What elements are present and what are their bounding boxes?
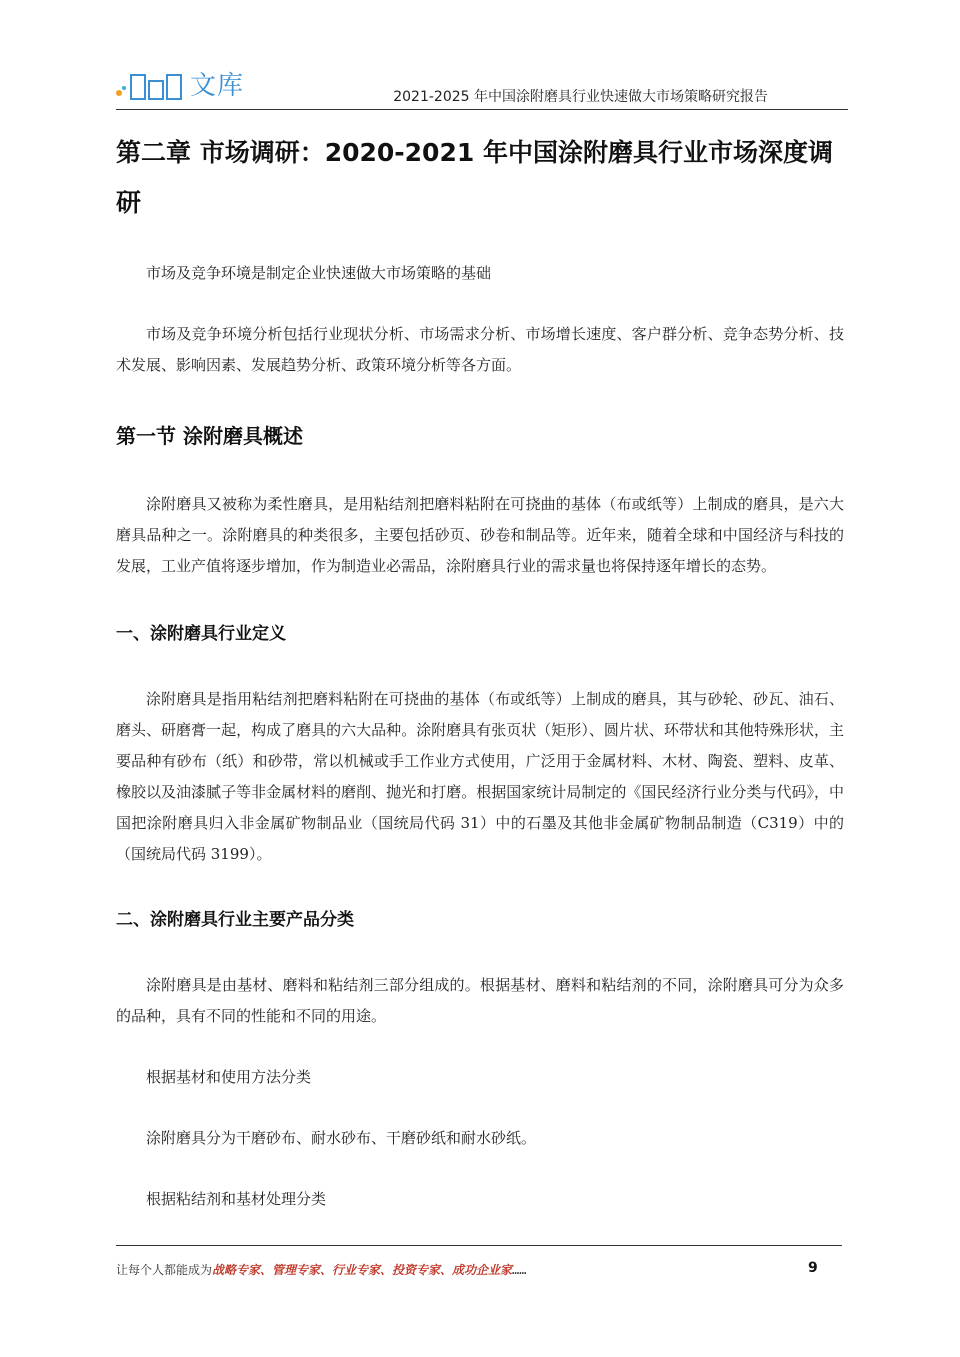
footer-slogan-emphasis: 战略专家、管理专家、行业专家、投资专家、成功企业家 [212, 1263, 513, 1277]
logo-mark-icon [130, 72, 184, 100]
intro-paragraph-1: 市场及竞争环境是制定企业快速做大市场策略的基础 [146, 264, 492, 282]
subsection-title-classification: 二、涂附磨具行业主要产品分类 [116, 910, 354, 930]
classification-paragraph-2: 根据基材和使用方法分类 [146, 1068, 312, 1086]
chapter-title: 第二章 市场调研：2020-2021 年中国涂附磨具行业市场深度调研 [116, 138, 833, 217]
footer-slogan-lead: 让每个人都能成为 [116, 1263, 213, 1277]
logo-text: 文库 [190, 71, 245, 101]
classification-paragraph-3: 涂附磨具分为干磨砂布、耐水砂布、干磨砂纸和耐水砂纸。 [146, 1129, 537, 1147]
subsection-title-definition: 一、涂附磨具行业定义 [116, 624, 286, 644]
section-paragraph-1: 涂附磨具又被称为柔性磨具，是用粘结剂把磨料粘附在可挠曲的基体（布或纸等）上制成的磨具，是六大磨具品种之一。涂附磨具的种类很多，主要包括砂页、砂卷和制品等。近年来，随着全球和中国经济与科技的发展，工业产值将逐步增加，作为制造业必需品，涂附磨具行业的需求量也将保持逐年增长的态势。 [116, 495, 844, 575]
logo [116, 70, 244, 102]
page-number: 9 [808, 1260, 818, 1276]
footer-slogan-trail: …… [512, 1263, 527, 1277]
page-content [116, 128, 844, 1215]
classification-paragraph-1: 涂附磨具是由基材、磨料和粘结剂三部分组成的。根据基材、磨料和粘结剂的不同，涂附磨具可分为众多的品种，具有不同的性能和不同的用途。 [116, 976, 844, 1025]
definition-paragraph: 涂附磨具是指用粘结剂把磨料粘附在可挠曲的基体（布或纸等）上制成的磨具，其与砂轮、砂瓦、油石、磨头、研磨膏一起，构成了磨具的六大品种。涂附磨具有张页状（矩形）、圆片状、环带状和其他特殊形状，主要品种有砂布（纸）和砂带，常以机械或手工作业方式使用，广泛用于金属材料、木材、陶瓷、塑料、皮革、橡胶以及油漆腻子等非金属材料的磨削、抛光和打磨。根据国家统计局制定的《国民经济行业分类与代码》，中国把涂附磨具归入非金属矿物制品业（国统局代码 31）中的石墨及其他非金属矿物制品制造（C319）中的（国统局代码 3199）。 [116, 690, 844, 863]
header-report-title: 2021-2025 年中国涂附磨具行业快速做大市场策略研究报告 [393, 89, 768, 105]
footer-divider [116, 1245, 842, 1246]
section-title: 第一节 涂附磨具概述 [116, 424, 303, 448]
footer-slogan [116, 1261, 526, 1278]
classification-paragraph-4: 根据粘结剂和基材处理分类 [146, 1190, 327, 1208]
header-divider [116, 109, 848, 110]
logo-dots-icon [116, 72, 130, 100]
intro-paragraph-2: 市场及竞争环境分析包括行业现状分析、市场需求分析、市场增长速度、客户群分析、竞争态势分析、技术发展、影响因素、发展趋势分析、政策环境分析等各方面。 [116, 325, 844, 374]
